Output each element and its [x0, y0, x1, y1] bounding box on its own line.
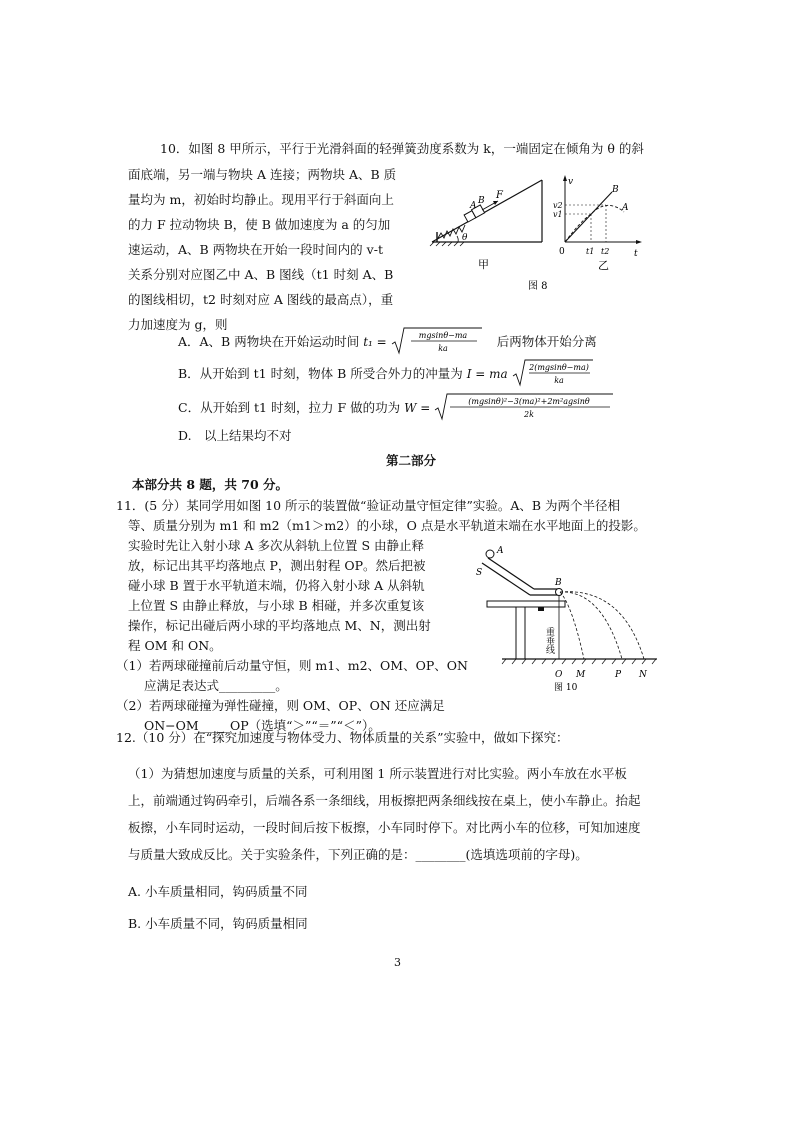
option-a-expr: t₁ =	[363, 335, 387, 349]
label-theta: θ	[462, 233, 468, 243]
q10-line6: 关系分别对应图乙中 A、B 图线（t1 时刻 A、B	[128, 267, 394, 282]
q11-line4: 放，标记出其平均落地点 P，测出射程 OP。然后把被	[128, 558, 426, 573]
q11-line1: 11．(5 分）某同学用如图 10 所示的装置做“验证动量守恒定律”实验。A、B 为两个半径相	[116, 498, 621, 513]
label-t2: t2	[601, 247, 610, 256]
q11-line8: 程 OM 和 ON。	[128, 638, 222, 653]
q10-option-d: D. 以上结果均不对	[178, 428, 292, 443]
q12-para1: （1）为猜想加速度与质量的关系，可利用图 1 所示装置进行对比实验。两小车放在水平板	[128, 766, 627, 781]
q11-sub1a: （1）若两球碰撞前后动量守恒，则 m1、m2、OM、OP、ON	[116, 658, 468, 673]
q10-line7: 的图线相切，t2 时刻对应 A 图线的最高点），重	[128, 292, 394, 307]
q10-line5: 速运动，A、B 两物块在开始一段时间内的 v-t	[128, 242, 383, 257]
option-c-expr: W =	[404, 401, 431, 415]
option-a-num: mgsinθ−ma	[418, 331, 467, 340]
option-a-text: A．A、B 两物块在开始运动时间	[178, 334, 360, 349]
label-A: A	[470, 201, 477, 211]
fig10-label-M: M	[576, 670, 586, 680]
label-v2: v2	[553, 201, 563, 210]
fig10-caption: 图 10	[554, 683, 578, 693]
q11-line2: 等、质量分别为 m1 和 m2（m1＞m2）的小球，O 点是水平轨道末端在水平地面上的投影。	[128, 518, 646, 533]
label-t1: t1	[586, 247, 595, 256]
option-b-radical	[512, 358, 594, 391]
option-b-text: B．从开始到 t1 时刻，物体 B 所受合外力的冲量为	[178, 366, 463, 381]
fig10-label-O: O	[555, 670, 563, 680]
option-c-den: 2k	[524, 410, 535, 419]
q12-option-b: B. 小车质量不同，钩码质量相同	[128, 916, 308, 931]
fig10-plumb: 重垂线	[544, 627, 554, 654]
fig10-label-B: B	[555, 578, 562, 588]
fig10-label-A: A	[497, 546, 504, 556]
option-a-post: 后两物体开始分离	[496, 334, 597, 349]
part2-heading: 第二部分	[386, 453, 437, 468]
option-c-text: C．从开始到 t1 时刻，拉力 F 做的功为	[178, 400, 401, 415]
q11-line7: 操作，标记出碰后两小球的平均落地点 M、N，测出射	[128, 618, 431, 633]
label-B-line: B	[612, 185, 619, 195]
q10-line3: 量均为 m，初始时均静止。现用平行于斜面向上	[128, 192, 394, 207]
figure-8-caption: 图 8	[528, 281, 548, 292]
option-b-den: ka	[553, 376, 564, 385]
fig10-label-P: P	[615, 670, 622, 680]
q10-option-a	[178, 326, 597, 359]
figure-10	[472, 545, 672, 695]
q12-option-a: A. 小车质量相同，钩码质量不同	[128, 884, 308, 899]
q11-sub2b: ON−OM_____OP（选填“＞”“＝”“＜”）。	[144, 718, 381, 733]
option-a-den: ka	[437, 344, 448, 353]
option-b-expr: I = ma	[466, 367, 508, 381]
label-v: v	[568, 177, 574, 187]
fig10-label-S: S	[476, 568, 483, 578]
q10-option-c	[178, 392, 614, 425]
q10-line8: 力加速度为 g，则	[128, 317, 228, 332]
label-t: t	[634, 249, 638, 259]
q10-line4: 的力 F 拉动物块 B，使 B 做加速度为 a 的匀加	[128, 217, 391, 232]
vt-graph	[553, 175, 642, 272]
incline-diagram	[430, 180, 542, 271]
label-A-curve: A	[622, 203, 629, 213]
label-yi: 乙	[598, 259, 609, 272]
option-a-radical	[391, 326, 483, 359]
q12-para2: 上，前端通过钩码牵引，后端各系一条细线，用板擦把两条细线按在桌上，使小车静止。抬起	[128, 793, 641, 808]
label-B: B	[478, 196, 485, 206]
option-c-radical	[434, 392, 614, 425]
fig10-label-N: N	[639, 670, 647, 680]
part2-intro: 本部分共 8 题，共 70 分。	[132, 477, 289, 492]
label-origin: 0	[559, 247, 565, 257]
q10-line1: 10．如图 8 甲所示，平行于光滑斜面的轻弹簧劲度系数为 k，一端固定在倾角为 θ 的斜	[160, 141, 644, 156]
label-v1: v1	[553, 210, 563, 219]
label-jia: 甲	[478, 258, 489, 271]
q12-para4: 与质量大致成反比。关于实验条件，下列正确的是：________(选填选项前的字母)。	[128, 847, 588, 862]
label-F: F	[496, 190, 503, 201]
option-c-num: (mgsinθ)²−3(ma)²+2m²agsinθ	[468, 397, 591, 406]
option-b-num: 2(mgsinθ−ma)	[528, 363, 589, 372]
q12-para3: 板擦，小车同时运动，一段时间后按下板擦，小车同时停下。对比两小车的位移，可知加速度	[128, 820, 641, 835]
q10-option-b	[178, 358, 594, 391]
page-number: 3	[394, 956, 401, 969]
figure-8	[410, 170, 660, 295]
q11-line3: 实验时先让入射小球 A 多次从斜轨上位置 S 由静止释	[128, 538, 424, 553]
q11-sub2a: （2）若两球碰撞为弹性碰撞，则 OM、OP、ON 还应满足	[116, 698, 445, 713]
q11-sub1b: 应满足表达式_________。	[144, 678, 288, 693]
q11-line5: 碰小球 B 置于水平轨道末端，仍将入射小球 A 从斜轨	[128, 578, 425, 593]
q10-line2: 面底端，另一端与物块 A 连接；两物块 A、B 质	[128, 167, 397, 182]
q12-line1: 12.（10 分）在“探究加速度与物体受力、物体质量的关系”实验中，做如下探究：	[116, 730, 569, 745]
q11-line6: 上位置 S 由静止释放，与小球 B 相碰，并多次重复该	[128, 598, 425, 613]
